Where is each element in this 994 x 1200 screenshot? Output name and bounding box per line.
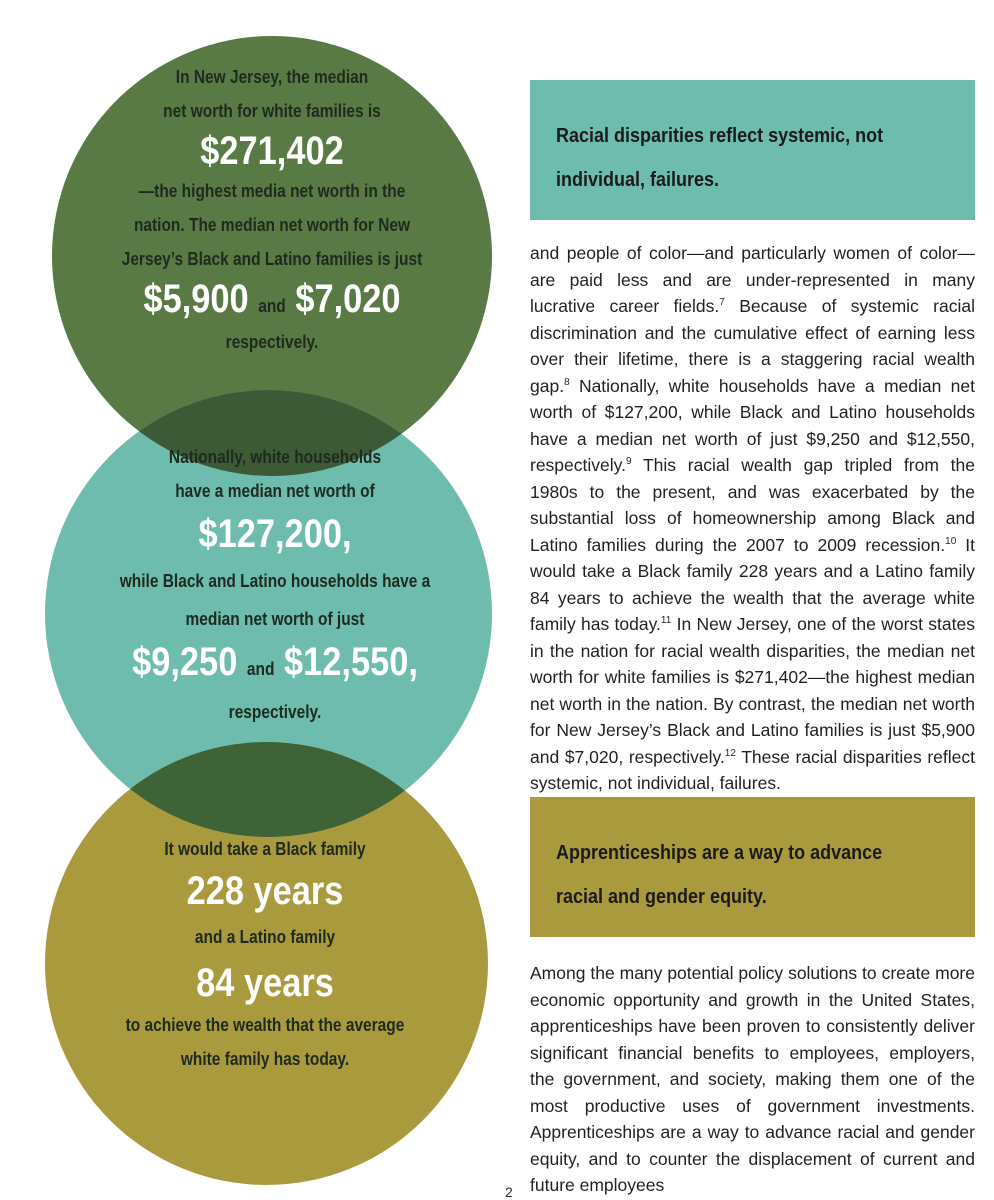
circle1-line4: nation. The median net worth for New [133,215,411,235]
circle2-amounts [103,636,447,695]
footnote-ref: 12 [724,747,736,759]
para1-s3: Nationally, white households have a median net worth of $127,200, while Black and Latino households have a median net worth of just $9,250 and $12,550, respectively. [530,375,975,475]
para1-s5: It would take a Black family 228 years and a Latino family 84 years to achieve the wealth that the average white family has today. [530,534,975,634]
callout-box-apprenticeships [530,797,975,937]
circle2-amount-a: $9,250 [132,640,238,684]
circle2-amount-b: $12,550, [283,640,418,684]
callout-apprenticeships-line2: racial and gender equity. [556,886,767,908]
circle1-line5: Jersey’s Black and Latino families is just [121,249,423,269]
body-paragraph-wealth-gap [530,240,975,797]
circle3-line1: It would take a Black family [164,839,366,859]
footnote-ref: 8 [564,376,570,388]
circle3-years-a: 228 years [186,869,344,913]
circle1-and: and [258,296,286,316]
callout-heading-apprenticeships [556,831,910,919]
circle1-line1: In New Jersey, the median [175,67,369,87]
circle2-amount: $127,200, [198,512,352,556]
callout-apprenticeships-line1: Apprenticeships are a way to advance [556,842,883,864]
circle1-line6: respectively. [225,332,319,352]
circle1-line2: net worth for white families is [163,101,381,121]
circle3-text [102,832,429,1076]
callout-systemic-line1: Racial disparities reflect systemic, not [556,125,884,147]
footnote-ref: 10 [945,535,957,547]
para1-s7: These racial disparities reflect systemic, not individual, failures. [530,746,975,793]
circle2-and: and [246,659,275,679]
circle3-years-b: 84 years [196,961,334,1005]
callout-systemic-line2: individual, failures. [556,169,720,191]
circle1-line3: —the highest media net worth in the [138,181,406,201]
circle2-text [103,440,447,729]
body-paragraph-apprenticeships: Among the many potential policy solutions to create more economic opportunity and growth in the United States, apprenticeships have been proven to consistently deliver significant financial benefits to employees, employers, the government, and society, making them one of the most productive uses of government investments. Apprenticeships are a way to advance racial and gender equity, and to counter the displacement of current and future employees [530,963,975,1195]
circle2-line3: while Black and Latino households have a [119,571,431,591]
callout-heading-systemic [556,114,910,202]
circle2-line4: median net worth of just [185,609,365,629]
circle1-text [109,60,436,355]
circle1-amount-b: $7,020 [295,277,401,321]
circle2-line1: Nationally, white households [168,447,382,467]
footnote-ref: 11 [660,615,672,627]
circle1-amount: $271,402 [200,129,344,173]
para1-s2: Because of systemic racial discrimination and the cumulative effect of earning less over their lifetime, there is a staggering racial wealth gap. [530,296,975,396]
circle2-line2: have a median net worth of [175,481,375,501]
circle1-amount-a: $5,900 [143,277,249,321]
para1-s6: In New Jersey, one of the worst states in the nation for racial wealth disparities, the median net worth for white families is $271,402—the highest median net worth in the nation. By contrast, the median net worth for New Jersey’s Black and Latino families is just $5,900 and $7,020, respectively. [530,614,975,767]
circle3-line2: and a Latino family [194,927,336,947]
para1-s4: This racial wealth gap tripled from the 1980s to the present, and was exacerbated by the substantial loss of homeownership among Black and Latino families during the 2007 to 2009 recession. [530,455,975,555]
circle3-line3: to achieve the wealth that the average [125,1015,405,1035]
circle3-line4: white family has today. [180,1049,350,1069]
page-number: 2 [505,1184,513,1200]
circle2-line5: respectively. [228,702,322,722]
para1-s1: and people of color—and particularly women of color—are paid less and are under-represented in many lucrative career fields. [530,243,975,316]
footnote-ref: 9 [625,456,632,468]
circle1-amounts [109,276,436,329]
footnote-ref: 7 [719,297,725,309]
callout-box-systemic [530,80,975,220]
